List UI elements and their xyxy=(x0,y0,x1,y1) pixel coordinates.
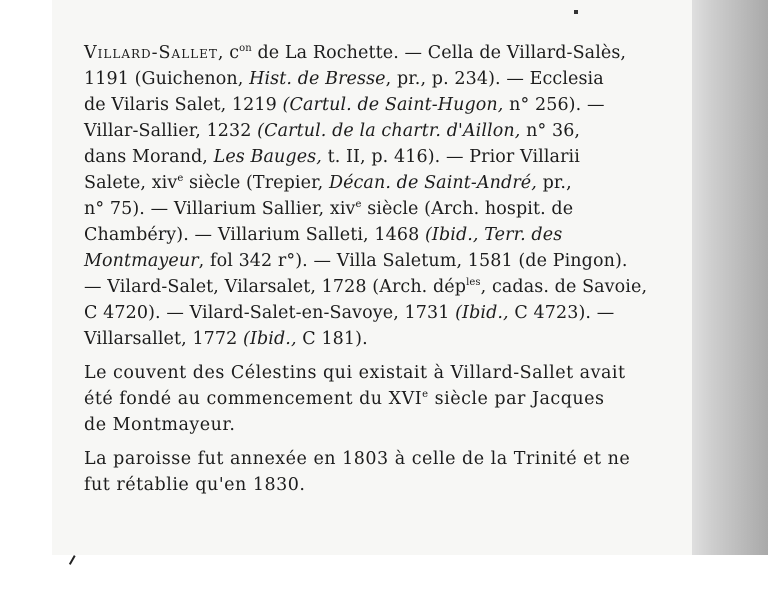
entry-line-3: de Vilaris Salet, 1219 (Cartul. de Saint-Hugon, n° 256). — xyxy=(84,95,605,115)
entry-line-5: dans Morand, Les Bauges, t. II, p. 416). — Prior Villarii xyxy=(84,147,580,167)
entry-line-6: Salete, xiv$^e$ siècle (Trepier, Décan. de Saint-André, pr., xyxy=(84,173,572,193)
entry-line-4: Villar-Sallier, 1232 (Cartul. de la chartr. d'Aillon, n° 36, xyxy=(84,121,581,141)
paragraph-2-line-2: fut rétablie qu'en 1830. xyxy=(84,475,306,495)
paragraph-parish xyxy=(84,446,684,498)
scan-speck xyxy=(574,10,578,14)
entry-line-10: — Vilard-Salet, Vilarsalet, 1728 (Arch. dép$^{les}$, cadas. de Savoie, xyxy=(84,277,648,297)
entry-line-2: 1191 (Guichenon, Hist. de Bresse, pr., p. 234). — Ecclesia xyxy=(84,69,604,89)
entry-headword: Villard-Sallet xyxy=(84,43,218,63)
entry-line-1: Villard-Sallet, $c^{on}$ de La Rochette. — Cella de Villard-Salès, xyxy=(84,43,627,63)
paragraph-2-line-1: La paroisse fut annexée en 1803 à celle de la Trinité et ne xyxy=(84,449,631,469)
entry-line-11: C 4720). — Vilard-Salet-en-Savoye, 1731 (Ibid., C 4723). — xyxy=(84,303,615,323)
entry-line-8: Chambéry). — Villarium Salleti, 1468 (Ibid., Terr. des xyxy=(84,225,563,245)
entry-line-7: n° 75). — Villarium Sallier, xiv$^e$ siècle (Arch. hospit. de xyxy=(84,199,574,219)
paragraph-1-line-2: été fondé au commencement du XVIe siècle par Jacques xyxy=(84,389,605,409)
page-edge-shadow xyxy=(680,0,768,555)
entry-line-12: Villarsallet, 1772 (Ibid., C 181). xyxy=(84,329,368,349)
paragraph-1-line-1: Le couvent des Célestins qui existait à Villard-Sallet avait xyxy=(84,363,626,383)
entry-line-9: Montmayeur, fol 342 r°). — Villa Saletum, 1581 (de Pingon). xyxy=(84,251,628,271)
paragraph-celestins xyxy=(84,360,684,438)
document-text xyxy=(84,40,684,498)
paragraph-1-line-3: de Montmayeur. xyxy=(84,415,236,435)
scan-stray-mark xyxy=(69,555,79,567)
